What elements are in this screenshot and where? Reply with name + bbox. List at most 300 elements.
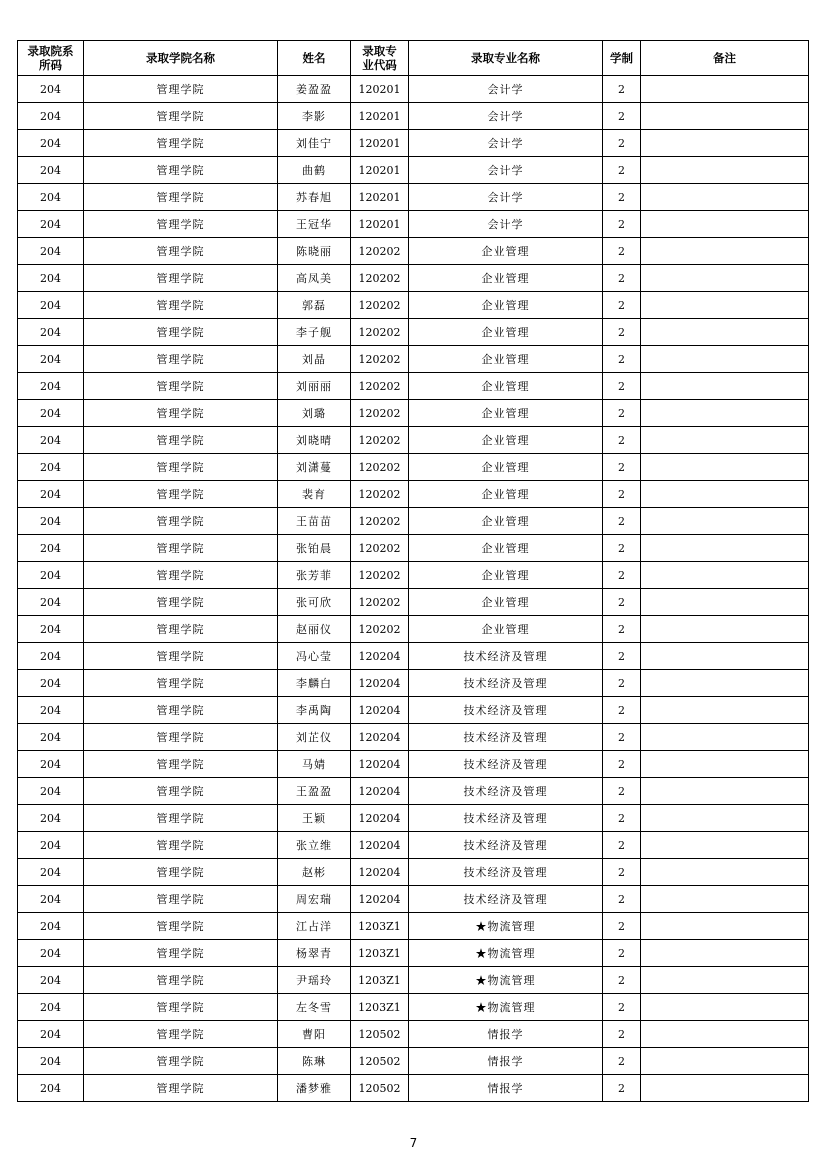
duration-cell: 2 (603, 994, 641, 1021)
college-name-cell: 管理学院 (84, 373, 278, 400)
college-name-cell: 管理学院 (84, 211, 278, 238)
duration-cell: 2 (603, 535, 641, 562)
college-name-cell: 管理学院 (84, 616, 278, 643)
college-name-cell: 管理学院 (84, 319, 278, 346)
major-code-cell: 120202 (351, 346, 409, 373)
dept-code-cell: 204 (18, 751, 84, 778)
dept-code-cell: 204 (18, 967, 84, 994)
duration-cell: 2 (603, 184, 641, 211)
remarks-cell (641, 697, 809, 724)
header-remarks: 备注 (641, 41, 809, 76)
student-name-cell: 刘潇蔓 (278, 454, 351, 481)
table-row (18, 1075, 809, 1102)
duration-cell: 2 (603, 103, 641, 130)
table-row (18, 859, 809, 886)
major-code-cell: 120202 (351, 319, 409, 346)
major-name-cell: ★物流管理 (409, 994, 603, 1021)
dept-code-cell: 204 (18, 400, 84, 427)
table-row (18, 427, 809, 454)
major-name-cell: 企业管理 (409, 346, 603, 373)
table-row (18, 616, 809, 643)
major-name-cell: 技术经济及管理 (409, 751, 603, 778)
major-name-cell: 技术经济及管理 (409, 832, 603, 859)
remarks-cell (641, 157, 809, 184)
duration-cell: 2 (603, 1048, 641, 1075)
major-name-cell: 情报学 (409, 1075, 603, 1102)
duration-cell: 2 (603, 832, 641, 859)
major-code-cell: 120204 (351, 643, 409, 670)
major-code-cell: 120204 (351, 751, 409, 778)
college-name-cell: 管理学院 (84, 508, 278, 535)
dept-code-cell: 204 (18, 940, 84, 967)
student-name-cell: 姜盈盈 (278, 76, 351, 103)
college-name-cell: 管理学院 (84, 238, 278, 265)
student-name-cell: 张铂晨 (278, 535, 351, 562)
student-name-cell: 陈晓丽 (278, 238, 351, 265)
duration-cell: 2 (603, 400, 641, 427)
remarks-cell (641, 76, 809, 103)
dept-code-cell: 204 (18, 535, 84, 562)
major-name-cell: ★物流管理 (409, 940, 603, 967)
duration-cell: 2 (603, 346, 641, 373)
college-name-cell: 管理学院 (84, 292, 278, 319)
major-name-cell: 技术经济及管理 (409, 859, 603, 886)
major-code-cell: 120502 (351, 1048, 409, 1075)
remarks-cell (641, 724, 809, 751)
major-code-cell: 120204 (351, 859, 409, 886)
student-name-cell: 李麟白 (278, 670, 351, 697)
header-major-code: 录取专业代码 (351, 41, 409, 76)
remarks-cell (641, 508, 809, 535)
dept-code-cell: 204 (18, 103, 84, 130)
dept-code-cell: 204 (18, 76, 84, 103)
major-name-cell: 情报学 (409, 1021, 603, 1048)
table-row (18, 103, 809, 130)
remarks-cell (641, 265, 809, 292)
duration-cell: 2 (603, 265, 641, 292)
remarks-cell (641, 751, 809, 778)
student-name-cell: 陈琳 (278, 1048, 351, 1075)
major-name-cell: 企业管理 (409, 427, 603, 454)
table-row (18, 508, 809, 535)
dept-code-cell: 204 (18, 724, 84, 751)
remarks-cell (641, 346, 809, 373)
major-code-cell: 1203Z1 (351, 967, 409, 994)
student-name-cell: 李禹陶 (278, 697, 351, 724)
dept-code-cell: 204 (18, 157, 84, 184)
duration-cell: 2 (603, 481, 641, 508)
remarks-cell (641, 211, 809, 238)
major-name-cell: 企业管理 (409, 319, 603, 346)
table-row (18, 562, 809, 589)
remarks-cell (641, 454, 809, 481)
student-name-cell: 刘丽丽 (278, 373, 351, 400)
student-name-cell: 潘梦雅 (278, 1075, 351, 1102)
remarks-cell (641, 967, 809, 994)
duration-cell: 2 (603, 292, 641, 319)
college-name-cell: 管理学院 (84, 346, 278, 373)
major-code-cell: 120202 (351, 427, 409, 454)
duration-cell: 2 (603, 778, 641, 805)
remarks-cell (641, 238, 809, 265)
major-code-cell: 120204 (351, 724, 409, 751)
dept-code-cell: 204 (18, 238, 84, 265)
page-number: 7 (409, 1136, 418, 1150)
dept-code-cell: 204 (18, 994, 84, 1021)
duration-cell: 2 (603, 238, 641, 265)
college-name-cell: 管理学院 (84, 1048, 278, 1075)
remarks-cell (641, 1048, 809, 1075)
duration-cell: 2 (603, 940, 641, 967)
college-name-cell: 管理学院 (84, 697, 278, 724)
dept-code-cell: 204 (18, 697, 84, 724)
major-name-cell: 情报学 (409, 1048, 603, 1075)
remarks-cell (641, 1021, 809, 1048)
duration-cell: 2 (603, 616, 641, 643)
major-name-cell: 会计学 (409, 130, 603, 157)
major-code-cell: 120202 (351, 589, 409, 616)
table-row (18, 76, 809, 103)
student-name-cell: 赵丽仪 (278, 616, 351, 643)
table-row (18, 697, 809, 724)
student-name-cell: 王盈盈 (278, 778, 351, 805)
major-name-cell: 技术经济及管理 (409, 643, 603, 670)
major-name-cell: 会计学 (409, 76, 603, 103)
college-name-cell: 管理学院 (84, 481, 278, 508)
student-name-cell: 高凤美 (278, 265, 351, 292)
major-code-cell: 120201 (351, 157, 409, 184)
major-name-cell: 企业管理 (409, 238, 603, 265)
table-row (18, 1021, 809, 1048)
college-name-cell: 管理学院 (84, 859, 278, 886)
student-name-cell: 王颖 (278, 805, 351, 832)
dept-code-cell: 204 (18, 346, 84, 373)
remarks-cell (641, 616, 809, 643)
student-name-cell: 冯心莹 (278, 643, 351, 670)
remarks-cell (641, 130, 809, 157)
header-duration: 学制 (603, 41, 641, 76)
table-row (18, 211, 809, 238)
college-name-cell: 管理学院 (84, 940, 278, 967)
duration-cell: 2 (603, 643, 641, 670)
college-name-cell: 管理学院 (84, 1021, 278, 1048)
duration-cell: 2 (603, 76, 641, 103)
dept-code-cell: 204 (18, 886, 84, 913)
table-row (18, 589, 809, 616)
major-name-cell: 企业管理 (409, 616, 603, 643)
major-code-cell: 120502 (351, 1021, 409, 1048)
table-row (18, 481, 809, 508)
duration-cell: 2 (603, 508, 641, 535)
major-name-cell: 会计学 (409, 184, 603, 211)
dept-code-cell: 204 (18, 319, 84, 346)
college-name-cell: 管理学院 (84, 1075, 278, 1102)
major-code-cell: 120202 (351, 508, 409, 535)
major-name-cell: ★物流管理 (409, 967, 603, 994)
major-code-cell: 120204 (351, 832, 409, 859)
major-name-cell: 企业管理 (409, 481, 603, 508)
student-name-cell: 周宏瑞 (278, 886, 351, 913)
student-name-cell: 张可欣 (278, 589, 351, 616)
header-student-name: 姓名 (278, 41, 351, 76)
duration-cell: 2 (603, 130, 641, 157)
major-code-cell: 120502 (351, 1075, 409, 1102)
major-name-cell: 会计学 (409, 211, 603, 238)
dept-code-cell: 204 (18, 805, 84, 832)
major-code-cell: 120202 (351, 292, 409, 319)
student-name-cell: 李影 (278, 103, 351, 130)
duration-cell: 2 (603, 967, 641, 994)
college-name-cell: 管理学院 (84, 967, 278, 994)
major-code-cell: 120202 (351, 562, 409, 589)
college-name-cell: 管理学院 (84, 886, 278, 913)
student-name-cell: 江占洋 (278, 913, 351, 940)
table-row (18, 157, 809, 184)
student-name-cell: 杨翠青 (278, 940, 351, 967)
table-row (18, 1048, 809, 1075)
major-name-cell: 技术经济及管理 (409, 805, 603, 832)
dept-code-cell: 204 (18, 670, 84, 697)
table-row (18, 805, 809, 832)
college-name-cell: 管理学院 (84, 103, 278, 130)
major-name-cell: 企业管理 (409, 400, 603, 427)
dept-code-cell: 204 (18, 454, 84, 481)
remarks-cell (641, 481, 809, 508)
student-name-cell: 尹瑶玲 (278, 967, 351, 994)
student-name-cell: 王苗苗 (278, 508, 351, 535)
table-row (18, 238, 809, 265)
student-name-cell: 刘晶 (278, 346, 351, 373)
major-name-cell: 技术经济及管理 (409, 778, 603, 805)
remarks-cell (641, 643, 809, 670)
duration-cell: 2 (603, 319, 641, 346)
major-name-cell: 企业管理 (409, 454, 603, 481)
college-name-cell: 管理学院 (84, 76, 278, 103)
major-code-cell: 120204 (351, 670, 409, 697)
table-row (18, 454, 809, 481)
major-code-cell: 120201 (351, 103, 409, 130)
major-name-cell: 技术经济及管理 (409, 724, 603, 751)
major-code-cell: 120204 (351, 697, 409, 724)
dept-code-cell: 204 (18, 130, 84, 157)
student-name-cell: 左冬雪 (278, 994, 351, 1021)
dept-code-cell: 204 (18, 589, 84, 616)
table-row (18, 778, 809, 805)
major-code-cell: 120201 (351, 184, 409, 211)
dept-code-cell: 204 (18, 508, 84, 535)
remarks-cell (641, 319, 809, 346)
major-code-cell: 120204 (351, 886, 409, 913)
dept-code-cell: 204 (18, 913, 84, 940)
duration-cell: 2 (603, 859, 641, 886)
duration-cell: 2 (603, 751, 641, 778)
major-name-cell: 会计学 (409, 157, 603, 184)
college-name-cell: 管理学院 (84, 751, 278, 778)
college-name-cell: 管理学院 (84, 994, 278, 1021)
header-college-name: 录取学院名称 (84, 41, 278, 76)
dept-code-cell: 204 (18, 481, 84, 508)
table-row (18, 940, 809, 967)
remarks-cell (641, 400, 809, 427)
remarks-cell (641, 1075, 809, 1102)
remarks-cell (641, 940, 809, 967)
dept-code-cell: 204 (18, 1048, 84, 1075)
college-name-cell: 管理学院 (84, 589, 278, 616)
major-code-cell: 120202 (351, 481, 409, 508)
major-name-cell: 企业管理 (409, 562, 603, 589)
dept-code-cell: 204 (18, 1075, 84, 1102)
major-code-cell: 120201 (351, 130, 409, 157)
duration-cell: 2 (603, 427, 641, 454)
remarks-cell (641, 913, 809, 940)
remarks-cell (641, 994, 809, 1021)
dept-code-cell: 204 (18, 832, 84, 859)
student-name-cell: 李子舰 (278, 319, 351, 346)
major-code-cell: 120201 (351, 76, 409, 103)
duration-cell: 2 (603, 562, 641, 589)
remarks-cell (641, 778, 809, 805)
duration-cell: 2 (603, 913, 641, 940)
table-row (18, 670, 809, 697)
remarks-cell (641, 562, 809, 589)
college-name-cell: 管理学院 (84, 832, 278, 859)
major-name-cell: 企业管理 (409, 589, 603, 616)
admission-table (17, 40, 809, 1102)
student-name-cell: 张立维 (278, 832, 351, 859)
table-row (18, 643, 809, 670)
table-row (18, 130, 809, 157)
table-row (18, 319, 809, 346)
student-name-cell: 刘芷仪 (278, 724, 351, 751)
remarks-cell (641, 805, 809, 832)
major-name-cell: 企业管理 (409, 292, 603, 319)
table-row (18, 373, 809, 400)
college-name-cell: 管理学院 (84, 535, 278, 562)
table-row (18, 535, 809, 562)
major-code-cell: 120202 (351, 535, 409, 562)
major-code-cell: 120204 (351, 778, 409, 805)
remarks-cell (641, 373, 809, 400)
college-name-cell: 管理学院 (84, 643, 278, 670)
remarks-cell (641, 859, 809, 886)
major-name-cell: 技术经济及管理 (409, 697, 603, 724)
table-row (18, 994, 809, 1021)
dept-code-cell: 204 (18, 265, 84, 292)
duration-cell: 2 (603, 589, 641, 616)
major-name-cell: 企业管理 (409, 508, 603, 535)
duration-cell: 2 (603, 724, 641, 751)
remarks-cell (641, 589, 809, 616)
college-name-cell: 管理学院 (84, 805, 278, 832)
student-name-cell: 刘佳宁 (278, 130, 351, 157)
student-name-cell: 张芳菲 (278, 562, 351, 589)
major-code-cell: 120202 (351, 238, 409, 265)
remarks-cell (641, 103, 809, 130)
student-name-cell: 刘璐 (278, 400, 351, 427)
duration-cell: 2 (603, 211, 641, 238)
duration-cell: 2 (603, 1075, 641, 1102)
dept-code-cell: 204 (18, 1021, 84, 1048)
header-row (18, 41, 809, 76)
duration-cell: 2 (603, 454, 641, 481)
major-code-cell: 1203Z1 (351, 940, 409, 967)
table-row (18, 346, 809, 373)
dept-code-cell: 204 (18, 211, 84, 238)
duration-cell: 2 (603, 373, 641, 400)
major-code-cell: 120202 (351, 454, 409, 481)
duration-cell: 2 (603, 670, 641, 697)
major-code-cell: 120201 (351, 211, 409, 238)
remarks-cell (641, 427, 809, 454)
student-name-cell: 赵彬 (278, 859, 351, 886)
major-code-cell: 120204 (351, 805, 409, 832)
student-name-cell: 曲鹤 (278, 157, 351, 184)
student-name-cell: 刘晓晴 (278, 427, 351, 454)
duration-cell: 2 (603, 1021, 641, 1048)
table-row (18, 265, 809, 292)
dept-code-cell: 204 (18, 616, 84, 643)
table-row (18, 724, 809, 751)
remarks-cell (641, 670, 809, 697)
duration-cell: 2 (603, 805, 641, 832)
major-code-cell: 1203Z1 (351, 994, 409, 1021)
student-name-cell: 曹阳 (278, 1021, 351, 1048)
dept-code-cell: 204 (18, 859, 84, 886)
major-code-cell: 120202 (351, 616, 409, 643)
major-name-cell: 企业管理 (409, 535, 603, 562)
college-name-cell: 管理学院 (84, 157, 278, 184)
duration-cell: 2 (603, 157, 641, 184)
dept-code-cell: 204 (18, 184, 84, 211)
dept-code-cell: 204 (18, 427, 84, 454)
major-code-cell: 120202 (351, 373, 409, 400)
college-name-cell: 管理学院 (84, 670, 278, 697)
college-name-cell: 管理学院 (84, 454, 278, 481)
college-name-cell: 管理学院 (84, 913, 278, 940)
dept-code-cell: 204 (18, 562, 84, 589)
remarks-cell (641, 292, 809, 319)
college-name-cell: 管理学院 (84, 184, 278, 211)
header-major-name: 录取专业名称 (409, 41, 603, 76)
student-name-cell: 王冠华 (278, 211, 351, 238)
table-row (18, 886, 809, 913)
college-name-cell: 管理学院 (84, 130, 278, 157)
table-row (18, 751, 809, 778)
remarks-cell (641, 184, 809, 211)
major-name-cell: 企业管理 (409, 265, 603, 292)
major-name-cell: 技术经济及管理 (409, 670, 603, 697)
college-name-cell: 管理学院 (84, 400, 278, 427)
duration-cell: 2 (603, 886, 641, 913)
remarks-cell (641, 832, 809, 859)
remarks-cell (641, 886, 809, 913)
major-code-cell: 120202 (351, 400, 409, 427)
major-name-cell: ★物流管理 (409, 913, 603, 940)
dept-code-cell: 204 (18, 778, 84, 805)
college-name-cell: 管理学院 (84, 265, 278, 292)
dept-code-cell: 204 (18, 373, 84, 400)
header-dept-code: 录取院系所码 (18, 41, 84, 76)
college-name-cell: 管理学院 (84, 778, 278, 805)
table-row (18, 967, 809, 994)
table-body (18, 76, 809, 1102)
major-name-cell: 技术经济及管理 (409, 886, 603, 913)
student-name-cell: 马婧 (278, 751, 351, 778)
dept-code-cell: 204 (18, 292, 84, 319)
remarks-cell (641, 535, 809, 562)
table-row (18, 832, 809, 859)
duration-cell: 2 (603, 697, 641, 724)
